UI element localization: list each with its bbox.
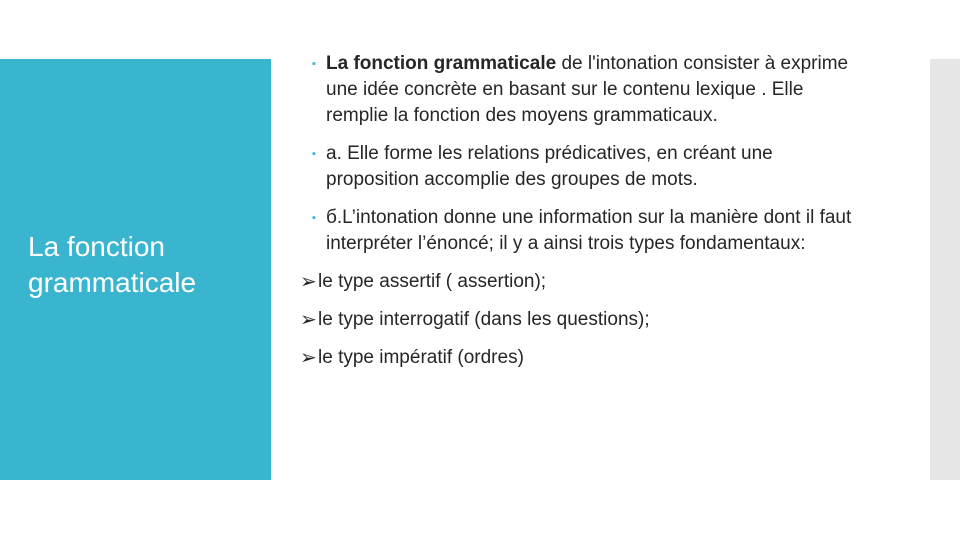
sub-item xyxy=(300,345,852,371)
bullet-text: a. Elle forme les relations prédicatives, en créant une proposition accomplie des groupes de mots. xyxy=(326,143,773,190)
bullet-item xyxy=(312,51,852,129)
sub-item-text: le type impératif (ordres) xyxy=(318,347,524,368)
bullet-item xyxy=(312,141,852,193)
arrow-bullet-icon xyxy=(300,345,317,371)
square-bullet-icon xyxy=(312,205,316,231)
bullet-bold-text: La fonction grammaticale xyxy=(326,53,557,74)
square-bullet-icon xyxy=(312,51,316,77)
sub-item-text: le type assertif ( assertion); xyxy=(318,271,547,292)
scrollbar[interactable] xyxy=(930,59,960,480)
bullet-text: de l'intonation consister à exprime une idée concrète en basant sur le contenu lexique . Elle remplie la fonction des moyens grammaticaux. xyxy=(326,53,849,126)
arrow-bullet-icon xyxy=(300,307,317,333)
arrow-bullet-icon xyxy=(300,269,317,295)
sub-item xyxy=(300,269,852,295)
sub-item xyxy=(300,307,852,333)
bullet-text: б.L’intonation donne une information sur la manière dont il faut interpréter l’énoncé; il y a ainsi trois types fondamentaux: xyxy=(326,207,852,254)
square-bullet-icon xyxy=(312,141,316,167)
slide-content xyxy=(312,51,852,383)
bullet-item xyxy=(312,205,852,257)
sub-item-text: le type interrogatif (dans les questions); xyxy=(318,309,650,330)
slide-title: La fonction grammaticale xyxy=(28,231,197,298)
